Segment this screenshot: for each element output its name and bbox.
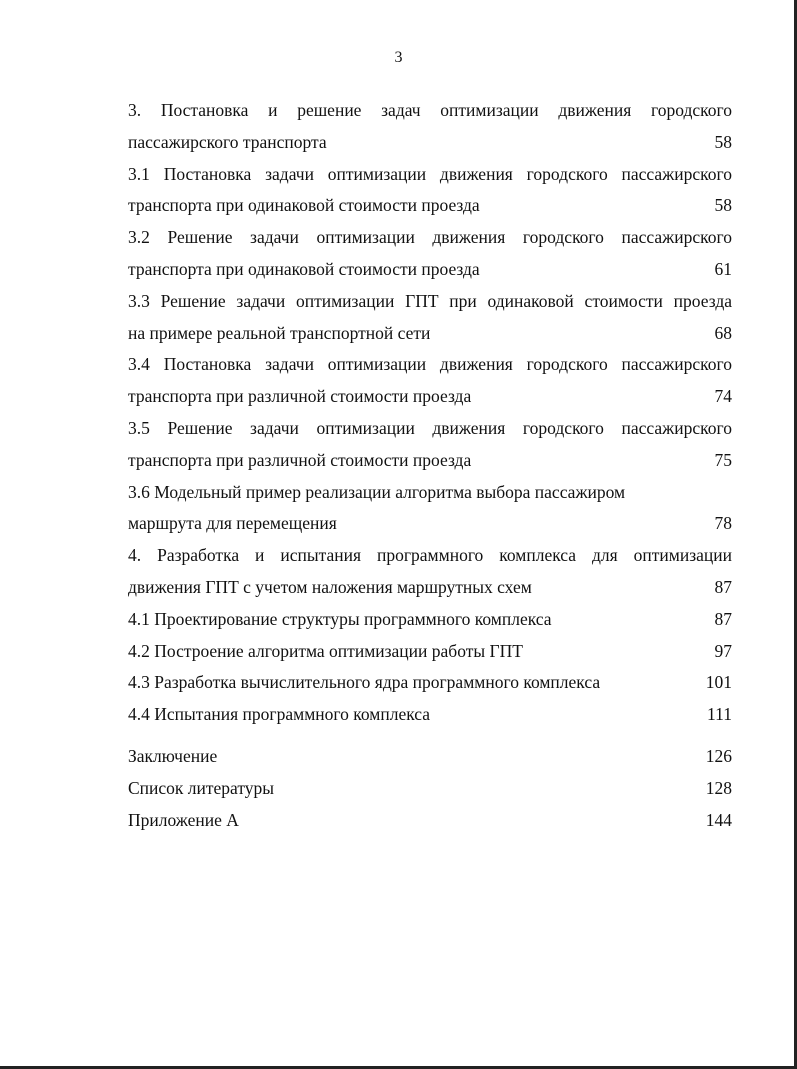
toc-entry-title-line: 3.6 Модельный пример реализации алгоритма выбора пассажиром (128, 481, 626, 502)
toc-page-number: 87 (714, 608, 732, 629)
toc-entry-3-1[interactable] (128, 159, 732, 223)
toc-page-number: 144 (705, 809, 732, 830)
toc-entry-3-5[interactable] (128, 413, 732, 477)
toc-entry-4-3[interactable] (128, 667, 732, 699)
toc-entry-title-line: 4.1 Проектирование структуры программного комплекса (128, 608, 552, 629)
toc-page-number: 97 (714, 640, 732, 661)
toc-page-number: 111 (707, 704, 732, 725)
toc-entry-title-line: 4.2 Построение алгоритма оптимизации работы ГПТ (128, 640, 523, 661)
toc-entry-title-line: 3.3 Решение задачи оптимизации ГПТ при одинаковой стоимости проезда (128, 290, 732, 311)
page-number: 3 (394, 49, 403, 66)
toc-page-number: 58 (714, 195, 732, 216)
toc-entry-3-3[interactable] (128, 286, 732, 350)
toc-page-number: 128 (705, 777, 732, 798)
toc-entry-3[interactable] (128, 95, 732, 159)
toc-entry-title-line: движения ГПТ с учетом наложения маршрутных схем (128, 576, 532, 597)
toc-page-number: 74 (714, 386, 732, 407)
toc-entry-title-line: 3.1 Постановка задачи оптимизации движения городского пассажирского (128, 163, 732, 184)
toc-entry-4-4[interactable] (128, 699, 732, 731)
toc-entry-3-4[interactable] (128, 349, 732, 413)
toc-page-number: 75 (714, 449, 732, 470)
toc-entry-4-2[interactable] (128, 636, 732, 668)
toc-entry-title-line: маршрута для перемещения (128, 513, 337, 534)
toc-page-number: 58 (714, 131, 732, 152)
toc-entry-title-line: транспорта при одинаковой стоимости проезда (128, 258, 480, 279)
table-of-contents (128, 95, 732, 836)
toc-entry-title-line: пассажирского транспорта (128, 131, 327, 152)
toc-page-number: 68 (714, 322, 732, 343)
toc-entry-title-line: Приложение А (128, 809, 239, 830)
toc-entry-title-line: Заключение (128, 745, 218, 766)
toc-entry-title-line: на примере реальной транспортной сети (128, 322, 431, 343)
toc-entry-title-line: 3. Постановка и решение задач оптимизации движения городского (128, 100, 732, 120)
toc-page-number: 101 (705, 672, 732, 693)
toc-entry-title-line: 3.5 Решение задачи оптимизации движения городского пассажирского (128, 417, 732, 438)
toc-entry-title-line: транспорта при различной стоимости проезда (128, 449, 472, 470)
toc-entry-title-line: 3.2 Решение задачи оптимизации движения городского пассажирского (128, 227, 732, 248)
toc-entry-title-line: транспорта при различной стоимости проезда (128, 386, 472, 407)
toc-page-number: 61 (714, 258, 732, 279)
toc-entry-4-1[interactable] (128, 604, 732, 636)
toc-entry-references[interactable] (128, 773, 732, 805)
toc-entry-title-line: 4.3 Разработка вычислительного ядра программного комплекса (128, 672, 601, 693)
toc-page-number: 87 (714, 576, 732, 597)
toc-entry-appendix-a[interactable] (128, 805, 732, 837)
toc-entry-title-line: 4.4 Испытания программного комплекса (128, 704, 431, 725)
toc-entry-3-6[interactable] (128, 477, 732, 541)
toc-entry-title-line: 4. Разработка и испытания программного комплекса для оптимизации (128, 545, 732, 566)
toc-page-number: 78 (714, 513, 732, 534)
toc-entry-title-line: Список литературы (128, 777, 275, 798)
toc-entry-conclusion[interactable] (128, 741, 732, 773)
toc-entry-title-line: транспорта при одинаковой стоимости проезда (128, 195, 480, 216)
toc-entry-title-line: 3.4 Постановка задачи оптимизации движения городского пассажирского (128, 354, 732, 375)
toc-entry-4[interactable] (128, 540, 732, 604)
toc-page-number: 126 (705, 745, 732, 766)
toc-entry-3-2[interactable] (128, 222, 732, 286)
